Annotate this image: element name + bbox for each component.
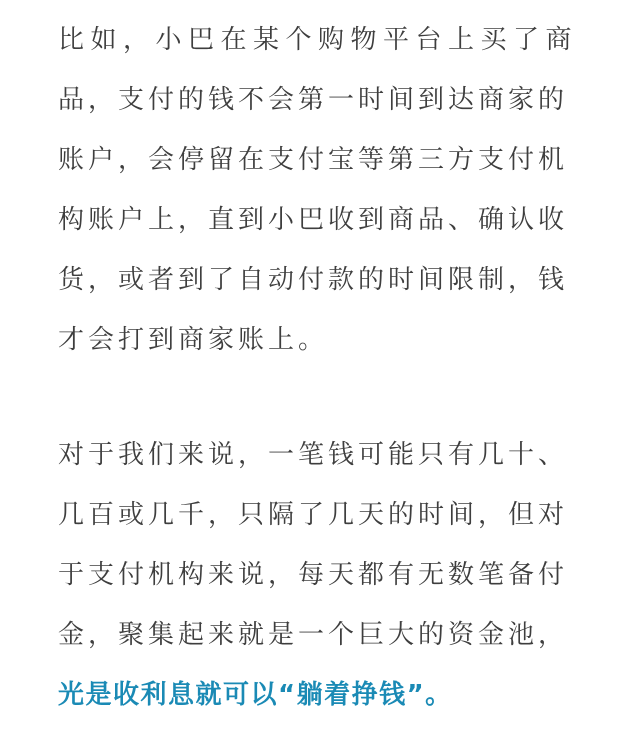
paragraph-2 <box>58 425 588 725</box>
paragraph-line: 账户，会停留在支付宝等第三方支付机 <box>58 145 569 175</box>
paragraph-1 <box>58 10 588 370</box>
paragraph-line: 几百或几千，只隔了几天的时间，但对 <box>58 500 569 530</box>
paragraph-line: 金，聚集起来就是一个巨大的资金池， <box>58 620 569 650</box>
paragraph-line: 于支付机构来说，每天都有无数笔备付 <box>58 560 569 590</box>
paragraph-line: 构账户上，直到小巴收到商品、确认收 <box>58 205 569 235</box>
paragraph-line: 品，支付的钱不会第一时间到达商家的 <box>58 85 569 115</box>
paragraph-line: 比如，小巴在某个购物平台上买了商 <box>58 25 579 55</box>
paragraph-line: 货，或者到了自动付款的时间限制，钱 <box>58 265 569 295</box>
paragraph-line: 才会打到商家账上。 <box>58 325 329 355</box>
paragraph-line: 对于我们来说，一笔钱可能只有几十、 <box>58 440 569 470</box>
highlighted-sentence: 光是收利息就可以“躺着挣钱”。 <box>58 680 453 710</box>
